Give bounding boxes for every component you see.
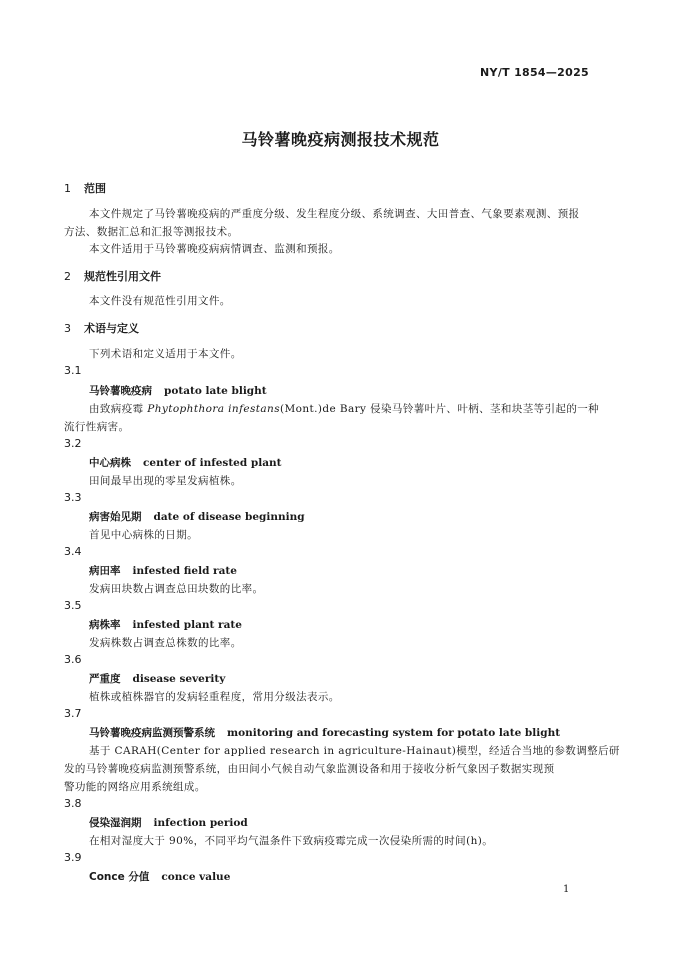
definition-line: 发的马铃薯晚疫病监测预警系统，由田间小气候自动气象监测设备和用于接收分析气象因子数据实现预 bbox=[64, 763, 555, 775]
term-zh: 中心病株 bbox=[89, 457, 131, 469]
term-heading bbox=[89, 455, 281, 470]
term-en: infested plant rate bbox=[132, 619, 242, 631]
definition-line: 警功能的网络应用系统组成。 bbox=[64, 781, 206, 793]
term-heading bbox=[89, 509, 305, 524]
term-zh: 病田率 bbox=[89, 565, 121, 577]
clause-number: 3.1 bbox=[64, 364, 82, 377]
term-zh: Conce 分值 bbox=[89, 871, 150, 883]
clause-number: 3.3 bbox=[64, 491, 82, 504]
definition-line: 发病株数占调查总株数的比率。 bbox=[89, 637, 242, 649]
term-heading bbox=[89, 563, 237, 578]
definition-line: 田间最早出现的零星发病植株。 bbox=[89, 475, 242, 487]
section-number: 1 bbox=[64, 182, 71, 195]
term-zh: 严重度 bbox=[89, 673, 121, 685]
definition-line: 在相对湿度大于 90%，不同平均气温条件下致病疫霉完成一次侵染所需的时间(h)。 bbox=[89, 835, 494, 847]
section-title: 范围 bbox=[84, 182, 106, 195]
section-number: 2 bbox=[64, 270, 71, 283]
term-heading bbox=[89, 869, 230, 884]
section-2-heading bbox=[64, 268, 161, 284]
term-zh: 马铃薯晚疫病监测预警系统 bbox=[89, 727, 215, 739]
term-zh: 侵染湿润期 bbox=[89, 817, 142, 829]
definition-line: 基于 CARAH(Center for applied research in agriculture-Hainaut)模型，经适合当地的参数调整后研 bbox=[89, 745, 620, 757]
definition-text: 由致病疫霉 bbox=[89, 403, 148, 415]
term-heading bbox=[89, 671, 225, 686]
section-3-heading bbox=[64, 320, 139, 336]
section-title: 规范性引用文件 bbox=[84, 270, 161, 283]
term-en: center of infested plant bbox=[143, 457, 282, 469]
standard-code: NY/T 1854—2025 bbox=[480, 66, 589, 79]
clause-number: 3.8 bbox=[64, 797, 82, 810]
clause-number: 3.6 bbox=[64, 653, 82, 666]
term-zh: 病株率 bbox=[89, 619, 121, 631]
term-heading bbox=[89, 725, 560, 740]
paragraph-line: 本文件适用于马铃薯晚疫病病情调查、监测和预报。 bbox=[89, 243, 340, 255]
term-heading bbox=[89, 383, 267, 398]
term-heading bbox=[89, 617, 242, 632]
term-heading bbox=[89, 815, 248, 830]
definition-line: 流行性病害。 bbox=[64, 421, 130, 433]
definition-line: 植株或植株器官的发病轻重程度，常用分级法表示。 bbox=[89, 691, 340, 703]
clause-number: 3.4 bbox=[64, 545, 82, 558]
clause-number: 3.9 bbox=[64, 851, 82, 864]
definition-text: (Mont.)de Bary 侵染马铃薯叶片、叶柄、茎和块茎等引起的一种 bbox=[280, 403, 600, 415]
page-number: 1 bbox=[563, 884, 570, 895]
clause-number: 3.2 bbox=[64, 437, 82, 450]
term-en: monitoring and forecasting system for potato late blight bbox=[227, 727, 561, 739]
paragraph-line: 方法、数据汇总和汇报等测报技术。 bbox=[64, 226, 239, 238]
section-title: 术语与定义 bbox=[84, 322, 139, 335]
section-number: 3 bbox=[64, 322, 71, 335]
clause-number: 3.7 bbox=[64, 707, 82, 720]
definition-line: 发病田块数占调查总田块数的比率。 bbox=[89, 583, 264, 595]
section-1-heading bbox=[64, 180, 106, 196]
paragraph-line: 本文件没有规范性引用文件。 bbox=[89, 295, 231, 307]
term-zh: 马铃薯晚疫病 bbox=[89, 385, 152, 397]
clause-number: 3.5 bbox=[64, 599, 82, 612]
species-name: Phytophthora infestans bbox=[147, 403, 280, 415]
term-en: infection period bbox=[153, 817, 248, 829]
paragraph-line: 本文件规定了马铃薯晚疫病的严重度分级、发生程度分级、系统调查、大田普查、气象要素观测、预报 bbox=[89, 208, 580, 220]
paragraph-line: 下列术语和定义适用于本文件。 bbox=[89, 348, 242, 360]
definition-line: 首见中心病株的日期。 bbox=[89, 529, 198, 541]
term-en: infested field rate bbox=[132, 565, 237, 577]
document-title: 马铃薯晚疫病测报技术规范 bbox=[241, 130, 440, 149]
term-en: disease severity bbox=[132, 673, 226, 685]
term-en: conce value bbox=[161, 871, 231, 883]
term-en: date of disease beginning bbox=[153, 511, 305, 523]
term-zh: 病害始见期 bbox=[89, 511, 142, 523]
term-en: potato late blight bbox=[164, 385, 267, 397]
definition-line bbox=[89, 401, 599, 416]
